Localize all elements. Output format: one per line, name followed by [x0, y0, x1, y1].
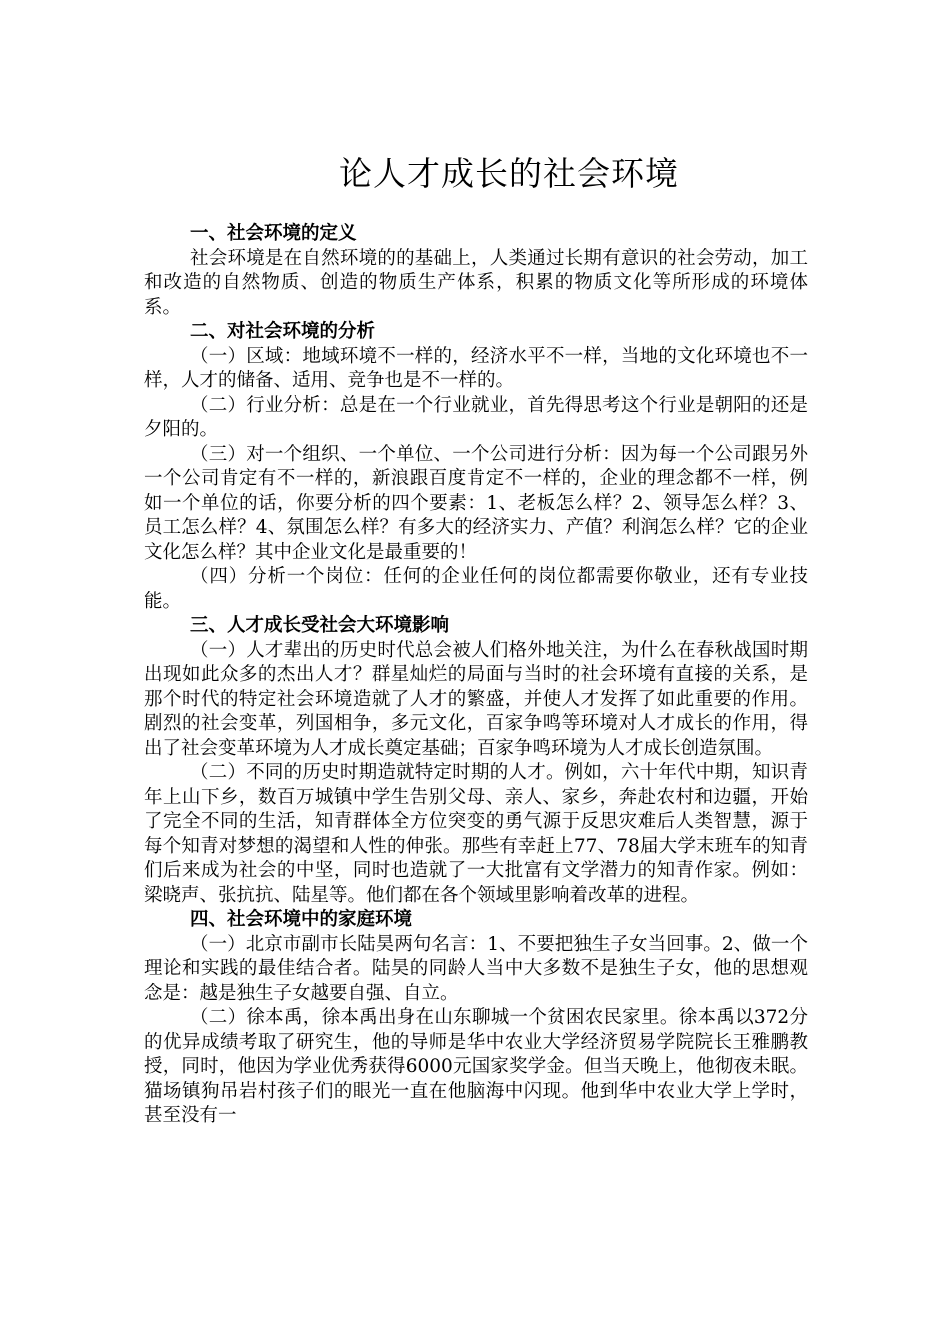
paragraph: （三）对一个组织、一个单位、一个公司进行分析：因为每一个公司跟另外一个公司肯定有不一样的，新浪跟百度肯定不一样的，企业的理念都不一样，例如一个单位的话，你要分析的四个要素：1、老板怎么样？2、领导怎么样？3、员工怎么样？4、氛围怎么样？有多大的经济实力、产值？利润怎么样？它的企业文化怎么样？其中企业文化是最重要的！ [144, 443, 808, 563]
paragraph: （一）区域：地域环境不一样的，经济水平不一样，当地的文化环境也不一样，人才的储备、适用、竞争也是不一样的。 [144, 345, 808, 391]
paragraph: （二）徐本禹，徐本禹出身在山东聊城一个贫困农民家里。徐本禹以372分的优异成绩考取了研究生，他的导师是华中农业大学经济贸易学院院长王雅鹏教授，同时，他因为学业优秀获得6000元国家奖学金。但当天晚上，他彻夜未眠。猫场镇狗吊岩村孩子们的眼光一直在他脑海中闪现。他到华中农业大学上学时，甚至没有一 [144, 1007, 808, 1126]
paragraph: （四）分析一个岗位：任何的企业任何的岗位都需要你敬业，还有专业技能。 [144, 566, 808, 612]
paragraph: （二）不同的历史时期造就特定时期的人才。例如，六十年代中期，知识青年上山下乡，数百万城镇中学生告别父母、亲人、家乡，奔赴农村和边疆，开始了完全不同的生活，知青群体全方位突变的勇气源于反思灾难后人类智慧，源于每个知青对梦想的渴望和人性的伸张。那些有幸赶上77、78届大学末班车的知青们后来成为社会的中坚，同时也造就了一大批富有文学潜力的知青作家。例如：梁晓声、张抗抗、陆星等。他们都在各个领域里影响着改革的进程。 [144, 762, 808, 906]
section-definition [144, 222, 808, 320]
document-body [144, 222, 808, 1129]
paragraph: （二）行业分析：总是在一个行业就业，首先得思考这个行业是朝阳的还是夕阳的。 [144, 394, 808, 440]
paragraph: （一）北京市副市长陆昊两句名言：1、不要把独生子女当回事。2、做一个理论和实践的最佳结合者。陆昊的同龄人当中大多数不是独生子女，他的思想观念是：越是独生子女越要自强、自立。 [144, 933, 808, 1004]
paragraph: （一）人才辈出的历史时代总会被人们格外地关注，为什么在春秋战国时期出现如此众多的杰出人才？群星灿烂的局面与当时的社会环境有直接的关系，是那个时代的特定社会环境造就了人才的繁盛，并使人才发挥了如此重要的作用。剧烈的社会变革，列国相争，多元文化，百家争鸣等环境对人才成长的作用，得出了社会变革环境为人才成长奠定基础；百家争鸣环境为人才成长创造氛围。 [144, 639, 808, 759]
section-analysis [144, 320, 808, 614]
section-family-environment [144, 908, 808, 1129]
section-heading: 四、社会环境中的家庭环境 [190, 909, 413, 930]
paragraph: 社会环境是在自然环境的的基础上，人类通过长期有意识的社会劳动，加工和改造的自然物质、创造的物质生产体系，积累的物质文化等所形成的环境体系。 [144, 247, 808, 318]
section-heading: 二、对社会环境的分析 [190, 321, 376, 342]
section-heading: 三、人才成长受社会大环境影响 [190, 615, 450, 636]
section-heading: 一、社会环境的定义 [190, 223, 357, 244]
section-macro-environment [144, 614, 808, 908]
document-title: 论人才成长的社会环境 [339, 154, 679, 193]
